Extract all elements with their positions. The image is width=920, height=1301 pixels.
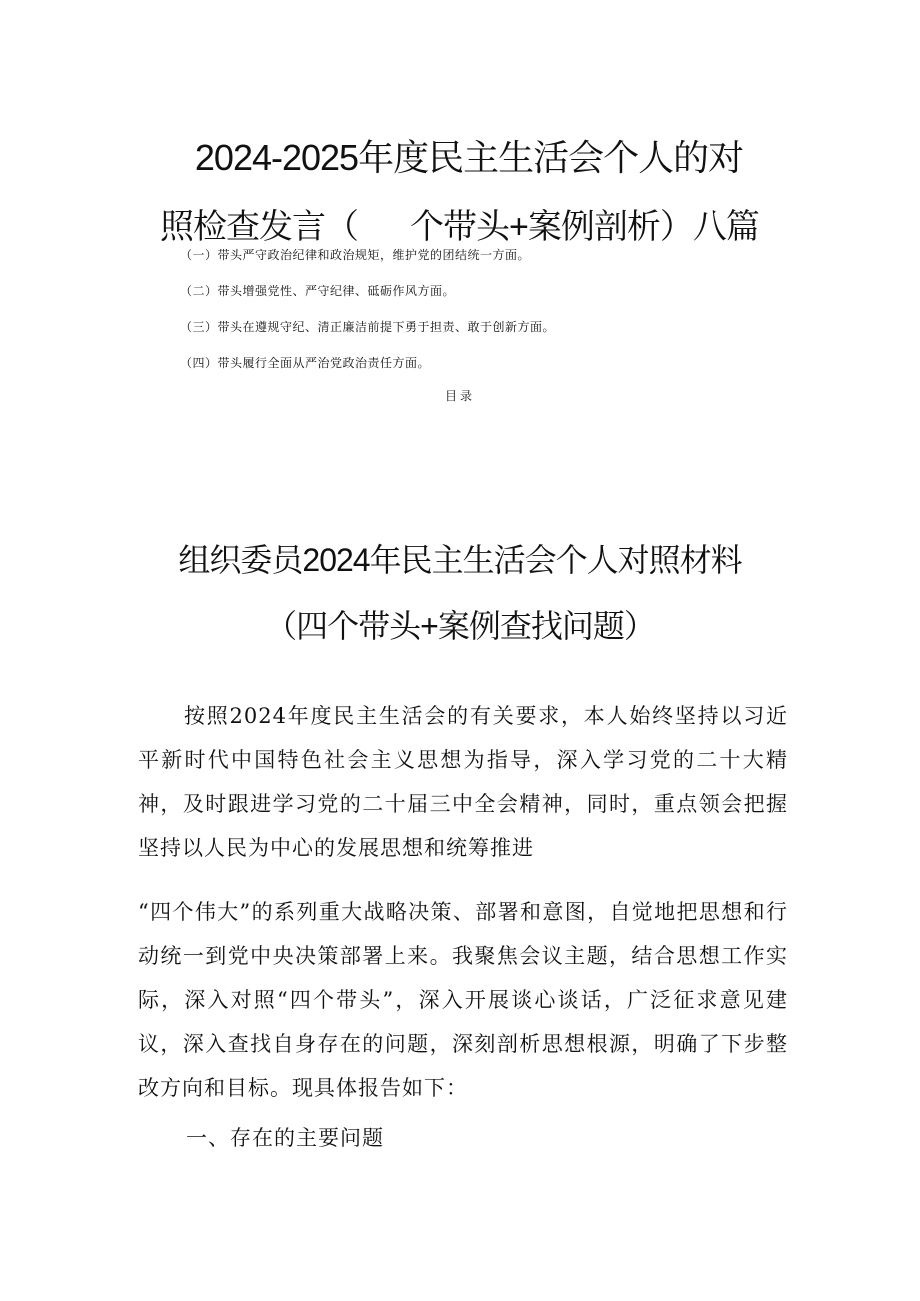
toc-item-4[interactable]: （四）带头履行全面从严治党政治责任方面。 — [180, 356, 431, 370]
article-title-line-1: 组织委员2024年民主生活会个人对照材料 — [178, 542, 742, 578]
document-title-line-2-part-1: 照检查发言（ — [160, 208, 358, 246]
document-title-line-1: 2024-2025年度民主生活会个人的对 — [194, 137, 744, 178]
table-of-contents-list — [180, 245, 555, 389]
toc-item-2[interactable]: （二）带头增强党性、严守纪律、砥砺作风方面。 — [180, 284, 456, 298]
toc-item-3[interactable]: （三）带头在遵规守纪、清正廉洁前提下勇于担责、敢于创新方面。 — [180, 320, 556, 334]
article-title-line-2: （四个带头+案例查找问题） — [265, 608, 655, 644]
body-paragraph-1: 按照2024年度民主生活会的有关要求，本人始终坚持以习近平新时代中国特色社会主义思想为指导，深入学习党的二十大精神，及时跟进学习党的二十届三中全会精神，同时，重点领会把握坚持以人民为中心的发展思想和统筹推进 — [138, 704, 788, 860]
toc-item-1[interactable]: （一）带头严守政治纪律和政治规矩，维护党的团结统一方面。 — [180, 248, 531, 262]
document-title-line-2 — [160, 204, 759, 250]
toc-heading: 目录 — [444, 389, 475, 403]
section-heading-1: 一、存在的主要问题 — [186, 1126, 384, 1150]
document-title-line-2-part-2: 个带头+案例剖析）八篇 — [410, 208, 759, 246]
body-paragraph-2: “四个伟大”的系列重大战略决策、部署和意图，自觉地把思想和行动统一到党中央决策部署上来。我聚焦会议主题，结合思想工作实际，深入对照“四个带头”，深入开展谈心谈话，广泛征求意见建议，深入查找自身存在的问题，深刻剖析思想根源，明确了下步整改方向和目标。现具体报告如下： — [138, 900, 788, 1100]
